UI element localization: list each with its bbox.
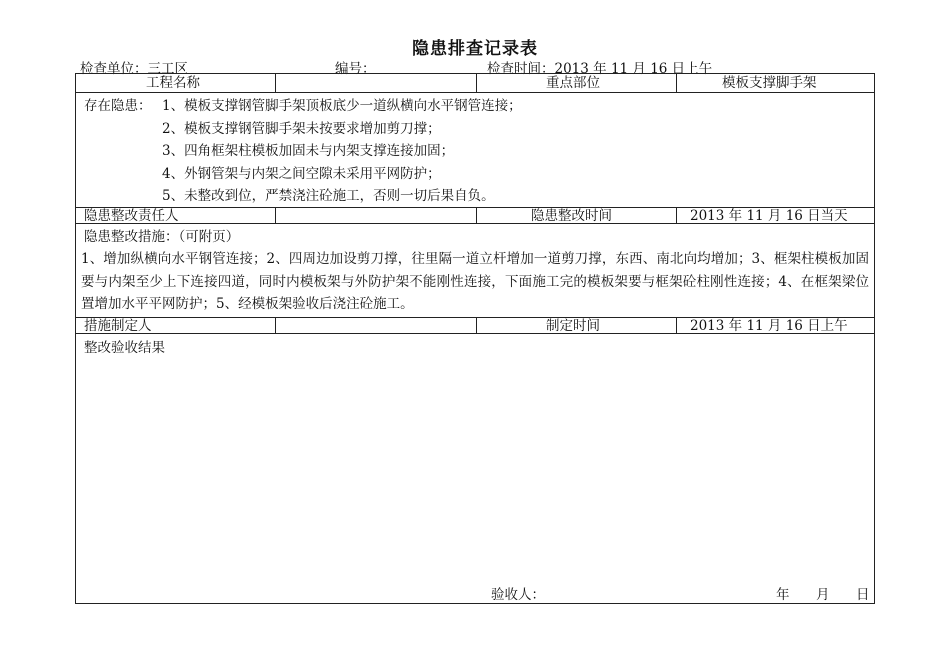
col-divider [275,317,276,333]
measure-date-value[interactable]: 2013 年 11 月 16 日上午 [690,318,848,334]
hazards-prefix: 存在隐患： [84,98,152,114]
col-divider [275,74,276,92]
col-divider [476,74,477,92]
col-divider [476,317,477,333]
acceptance-month: 月 [816,587,830,603]
hazard-item: 1、模板支撑钢管脚手架顶板底少一道纵横向水平钢管连接； [162,98,522,114]
col-divider [676,74,677,92]
responsible-person-label: 隐患整改责任人 [84,208,179,224]
inspection-unit: 检查单位：三工区 [80,61,188,77]
inspector-label: 验收人： [491,587,545,603]
col-divider [275,207,276,223]
col-divider [476,207,477,223]
hazard-item: 5、未整改到位，严禁浇注砼施工，否则一切后果自负。 [162,188,495,204]
document-title: 隐患排查记录表 [412,39,538,59]
hazard-item: 3、四角框架柱模板加固未与内架支撑连接加固； [162,143,455,159]
hazard-record-table [75,73,875,604]
hazard-item: 2、模板支撑钢管脚手架未按要求增加剪刀撑； [162,120,441,137]
measures-label: 隐患整改措施：（可附页） [84,229,240,245]
key-part-value[interactable]: 模板支撑脚手架 [722,75,817,91]
measure-date-label: 制定时间 [546,318,600,334]
row-divider [76,92,874,93]
inspection-time: 检查时间：2013 年 11 月 16 日上午 [487,61,713,77]
acceptance-day: 日 [856,587,870,603]
measures-text: 1、增加纵横向水平钢管连接；2、四周边加设剪刀撑，往里隔一道立杆增加一道剪刀撑，东西、南北向均增加；3、框架柱模板加固要与内架至少上下连接四道，同时内模板架与外防护架不能刚性连接，下面施工完的模板架要与框架砼柱刚性连接；4、在框架梁位置增加水平平网防护；5、经模板架验收后浇注砼施工。 [81,251,869,312]
acceptance-result-label: 整改验收结果 [84,340,165,356]
acceptance-year: 年 [776,587,790,603]
measure-maker-label: 措施制定人 [84,318,152,334]
project-name-label: 工程名称 [146,75,200,91]
col-divider [676,317,677,333]
record-number: 编号： [335,61,376,77]
rectification-time-value[interactable]: 2013 年 11 月 16 日当天 [690,208,848,224]
col-divider [676,207,677,223]
hazard-item: 4、外钢管架与内架之间空隙未采用平网防护； [162,165,441,182]
key-part-label: 重点部位 [546,75,600,91]
rectification-time-label: 隐患整改时间 [531,208,612,224]
